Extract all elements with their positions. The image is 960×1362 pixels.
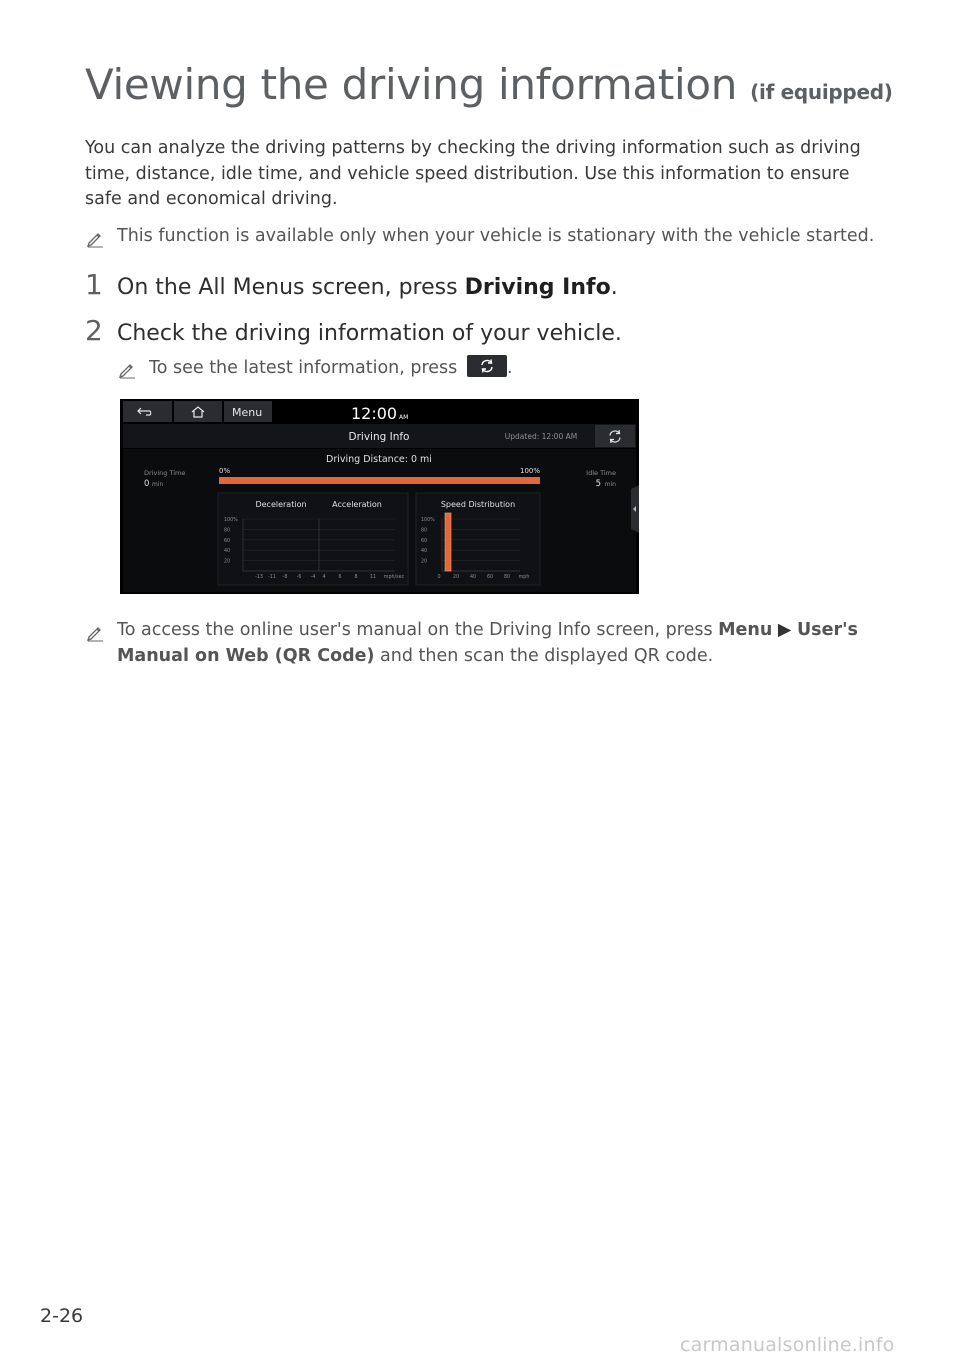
- y-tick-label: 60: [224, 538, 231, 544]
- x-tick-label: -6: [296, 575, 302, 580]
- x-tick-label: mph/sec: [383, 575, 405, 580]
- x-tick-label: 11: [369, 575, 377, 580]
- driving-info-screen: [120, 399, 639, 594]
- x-tick-label: -11: [268, 575, 276, 580]
- pencil-note-icon: [117, 359, 137, 379]
- x-tick-label: 80: [503, 575, 511, 580]
- speed-bar: [445, 513, 451, 571]
- refresh-button[interactable]: [595, 425, 635, 447]
- y-tick-label: 100%: [224, 518, 238, 523]
- y-tick-label: 20: [224, 559, 231, 565]
- note3-bold: User's Manual on Web (QR Code): [117, 620, 858, 666]
- bar-end-label: 100%: [519, 467, 540, 475]
- note3-arrow: ▶: [777, 620, 792, 640]
- idle-time-unit: min: [604, 481, 616, 488]
- y-tick-label: 80: [421, 528, 428, 534]
- updated-time: Updated: 12:00 AM: [504, 432, 578, 441]
- clock-ampm: AM: [399, 414, 409, 421]
- step-1-number: 1: [85, 268, 103, 301]
- bar-start-label: 0%: [219, 467, 231, 475]
- page-number: 2-26: [40, 1305, 84, 1327]
- note3-post: and then scan the displayed QR code.: [374, 645, 714, 666]
- x-tick-label: -4: [310, 575, 316, 580]
- note-availability: This function is available only when your vehicle is stationary with the vehicle started.: [117, 226, 875, 246]
- y-tick-label: 20: [421, 559, 428, 565]
- driving-distance: Driving Distance: 0 mi: [326, 454, 432, 465]
- note3-text: To access the online user's manual on the Driving Info screen, press: [117, 620, 719, 640]
- driving-time-label: Driving Time: [144, 469, 186, 477]
- x-tick-label: -8: [282, 575, 288, 580]
- x-tick-label: 0: [437, 575, 441, 580]
- step-2-text: Check the driving information of your vehicle.: [117, 321, 622, 346]
- x-tick-label: mph: [518, 575, 530, 580]
- page-title-text: Viewing the driving information: [85, 60, 738, 109]
- watermark: carmanualsonline.info: [680, 1334, 895, 1356]
- note-refresh: [149, 355, 512, 382]
- y-tick-label: 100%: [421, 518, 435, 523]
- note-refresh-post: .: [506, 358, 513, 378]
- driving-info-screenshot: [120, 399, 639, 594]
- speed-distribution-title: Speed Distribution: [440, 500, 516, 509]
- x-tick-label: 20: [452, 575, 460, 580]
- note-online-manual: [117, 618, 877, 669]
- x-tick-label: 4: [322, 575, 326, 580]
- y-tick-label: 60: [421, 538, 428, 544]
- series-label-deceleration: Deceleration: [255, 500, 307, 509]
- x-tick-label: 8: [354, 575, 358, 580]
- x-tick-label: 40: [469, 575, 477, 580]
- step-1: [85, 268, 618, 301]
- refresh-icon: [467, 355, 507, 377]
- step-2-number: 2: [85, 314, 103, 347]
- home-button[interactable]: [174, 401, 222, 422]
- note-refresh-text: To see the latest information, press: [149, 358, 458, 378]
- y-tick-label: 80: [224, 528, 231, 534]
- menu-label: Menu: [232, 406, 263, 419]
- y-tick-label: 40: [421, 549, 428, 555]
- note3-menu: Menu: [718, 620, 773, 640]
- pencil-note-icon: [85, 228, 105, 248]
- x-tick-label: 60: [486, 575, 494, 580]
- driving-time-unit: min: [152, 481, 164, 488]
- distance-bar-fill: [219, 477, 540, 484]
- driving-time-value: 0: [144, 479, 150, 489]
- y-tick-label: 40: [224, 549, 231, 555]
- x-tick-label: 6: [338, 575, 342, 580]
- series-label-acceleration: Acceleration: [332, 500, 382, 509]
- step-1-post: .: [610, 275, 618, 300]
- step-2: [85, 314, 622, 347]
- screen-title: Driving Info: [348, 431, 410, 443]
- clock: 12:00: [351, 404, 398, 423]
- step-1-bold: Driving Info: [464, 275, 611, 300]
- page-title: [85, 60, 893, 109]
- idle-time-label: Idle Time: [586, 469, 616, 477]
- step-1-pre: On the All Menus screen, press: [117, 275, 465, 300]
- page-title-suffix: (if equipped): [750, 80, 893, 104]
- idle-time-value: 5: [595, 479, 601, 489]
- intro-paragraph: You can analyze the driving patterns by checking the driving information such as driving time, distance, idle time, and vehicle speed distribution. Use this information to ensure safe and economical driving.: [85, 138, 861, 209]
- x-tick-label: -13: [255, 575, 263, 580]
- pencil-note-icon: [85, 622, 105, 642]
